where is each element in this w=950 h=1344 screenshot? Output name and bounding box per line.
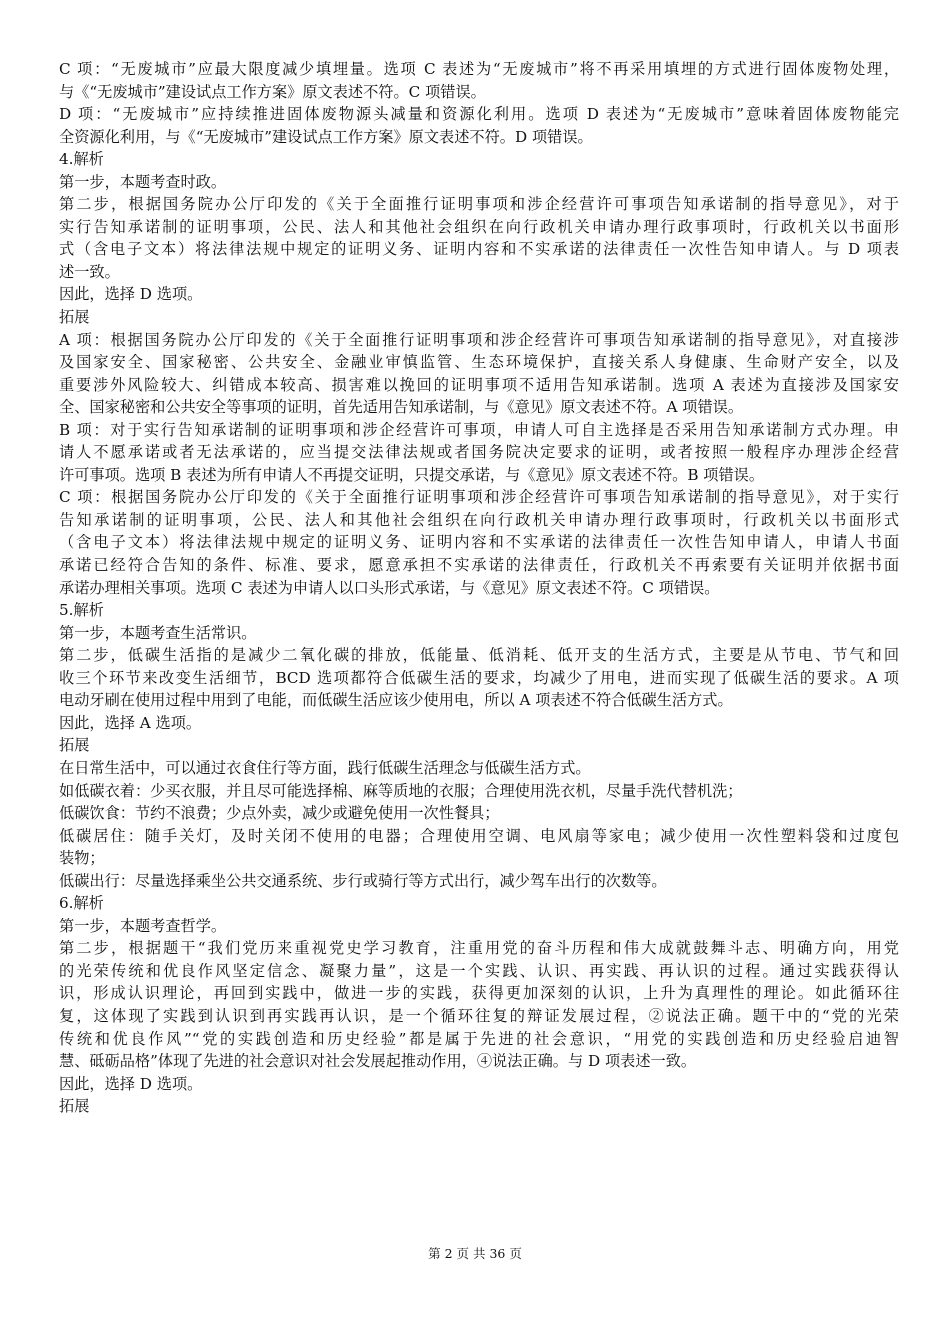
text-line: 因此，选择 D 选项。 <box>59 1074 203 1093</box>
text-line: 第一步，本题考查时政。 <box>59 172 227 191</box>
text-line: 第二步，根据题干“我们党历来重视党史学习教育，注重用党的奋斗历程和伟大成就鼓舞斗志、明确方向，用党 <box>59 939 899 958</box>
page-footer <box>0 1246 950 1262</box>
text-line: 述一致。 <box>59 262 120 281</box>
text-line: 低碳饮食：节约不浪费；少点外卖，减少或避免使用一次性餐具； <box>59 804 500 823</box>
document-body <box>59 58 899 1118</box>
text-line: 全资源化利用，与《“无废城市”建设试点工作方案》原文表述不符。D 项错误。 <box>59 127 593 146</box>
text-line: 许可事项。选项 B 表述为所有申请人不再提交证明，只提交承诺，与《意见》原文表述不符。B 项错误。 <box>59 465 765 484</box>
text-line: D 项：“无废城市”应持续推进固体废物源头减量和资源化利用。选项 D 表述为“无废城市”意味着固体废物能完 <box>59 105 899 124</box>
page-number-label: 第 2 页 共 36 页 <box>428 1246 522 1261</box>
text-line: 与《“无废城市”建设试点工作方案》原文表述不符。C 项错误。 <box>59 82 486 101</box>
text-line: 低碳出行：尽量选择乘坐公共交通系统、步行或骑行等方式出行，减少驾车出行的次数等。 <box>59 871 667 890</box>
text-line: 电动牙刷在使用过程中用到了电能，而低碳生活应该少使用电，所以 A 项表述不符合低碳生活方式。 <box>59 691 733 710</box>
text-line: 收三个环节来改变生活细节，BCD 选项都符合低碳生活的要求，均减少了用电，进而实现了低碳生活的要求。A 项 <box>59 668 899 687</box>
text-line: （含电子文本）将法律法规中规定的证明义务、证明内容和不实承诺的法律责任一次性告知申请人，申请人书面 <box>59 533 899 552</box>
text-line: 拓展 <box>59 736 90 755</box>
text-line: 装物； <box>59 849 105 868</box>
text-line: B 项：对于实行告知承诺制的证明事项和涉企经营许可事项，申请人可自主选择是否采用告知承诺制方式办理。申 <box>59 420 899 439</box>
text-line: 复，这体现了实践到认识到再实践再认识，是一个循环往复的辩证发展过程，②说法正确。题干中的“党的光荣 <box>59 1006 899 1025</box>
text-line: 第一步，本题考查哲学。 <box>59 916 227 935</box>
text-line: 及国家安全、国家秘密、公共安全、金融业审慎监管、生态环境保护，直接关系人身健康、生命财产安全，以及 <box>59 353 899 372</box>
text-line: 告知承诺制的证明事项，公民、法人和其他社会组织在向行政机关申请办理行政事项时，行政机关以书面形式 <box>59 510 899 529</box>
text-line: 第二步，低碳生活指的是减少二氧化碳的排放，低能量、低消耗、低开支的生活方式，主要是从节电、节气和回 <box>59 646 899 665</box>
text-line: 承诺办理相关事项。选项 C 表述为申请人以口头形式承诺，与《意见》原文表述不符。C 项错误。 <box>59 578 720 597</box>
text-line: 第二步，根据国务院办公厅印发的《关于全面推行证明事项和涉企经营许可事项告知承诺制的指导意见》，对于 <box>59 195 899 214</box>
text-line: 拓展 <box>59 308 90 327</box>
text-line: 请人不愿承诺或者无法承诺的，应当提交法律法规或者国务院决定要求的证明，或者按照一般程序办理涉企经营 <box>59 443 899 462</box>
text-line: 在日常生活中，可以通过衣食住行等方面，践行低碳生活理念与低碳生活方式。 <box>59 758 591 777</box>
text-line: C 项：根据国务院办公厅印发的《关于全面推行证明事项和涉企经营许可事项告知承诺制的指导意见》，对于实行 <box>59 488 899 507</box>
text-line: 式（含电子文本）将法律法规中规定的证明义务、证明内容和不实承诺的法律责任一次性告知申请人。与 D 项表 <box>59 240 899 259</box>
text-line: 低碳居住：随手关灯，及时关闭不使用的电器；合理使用空调、电风扇等家电；减少使用一次性塑料袋和过度包 <box>59 826 899 845</box>
text-line: 因此，选择 D 选项。 <box>59 285 203 304</box>
text-line: 识，形成认识理论，再回到实践中，做进一步的实践，获得更加深刻的认识，上升为真理性的理论。如此循环往 <box>59 984 899 1003</box>
text-line: 如低碳衣着：少买衣服，并且尽可能选择棉、麻等质地的衣服；合理使用洗衣机，尽量手洗代替机洗； <box>59 781 743 800</box>
text-line: 4.解析 <box>59 150 104 169</box>
text-line: 实行告知承诺制的证明事项，公民、法人和其他社会组织在向行政机关申请办理行政事项时，行政机关以书面形 <box>59 217 899 236</box>
text-line: 慧、砥砺品格”体现了先进的社会意识对社会发展起推动作用，④说法正确。与 D 项表述一致。 <box>59 1052 697 1071</box>
text-line: 拓展 <box>59 1097 90 1116</box>
text-line: 6.解析 <box>59 894 104 913</box>
text-line: 承诺已经符合告知的条件、标准、要求，愿意承担不实承诺的法律责任，行政机关不再索要有关证明并依据书面 <box>59 556 899 575</box>
text-line: 重要涉外风险较大、纠错成本较高、损害难以挽回的证明事项不适用告知承诺制。选项 A 表述为直接涉及国家安 <box>59 375 899 394</box>
text-line: 全、国家秘密和公共安全等事项的证明，首先适用告知承诺制，与《意见》原文表述不符。A 项错误。 <box>59 398 744 417</box>
text-line: 传统和优良作风”“党的实践创造和历史经验”都是属于先进的社会意识，“用党的实践创造和历史经验启迪智 <box>59 1029 899 1048</box>
text-line: A 项：根据国务院办公厅印发的《关于全面推行证明事项和涉企经营许可事项告知承诺制的指导意见》，对直接涉 <box>59 330 899 349</box>
text-line: 的光荣传统和优良作风坚定信念、凝聚力量”，这是一个实践、认识、再实践、再认识的过程。通过实践获得认 <box>59 961 899 980</box>
text-line: 5.解析 <box>59 601 104 620</box>
text-line: 因此，选择 A 选项。 <box>59 713 202 732</box>
text-line: C 项：“无废城市”应最大限度减少填埋量。选项 C 表述为“无废城市”将不再采用填埋的方式进行固体废物处理， <box>59 60 899 78</box>
text-line: 第一步，本题考查生活常识。 <box>59 623 257 642</box>
